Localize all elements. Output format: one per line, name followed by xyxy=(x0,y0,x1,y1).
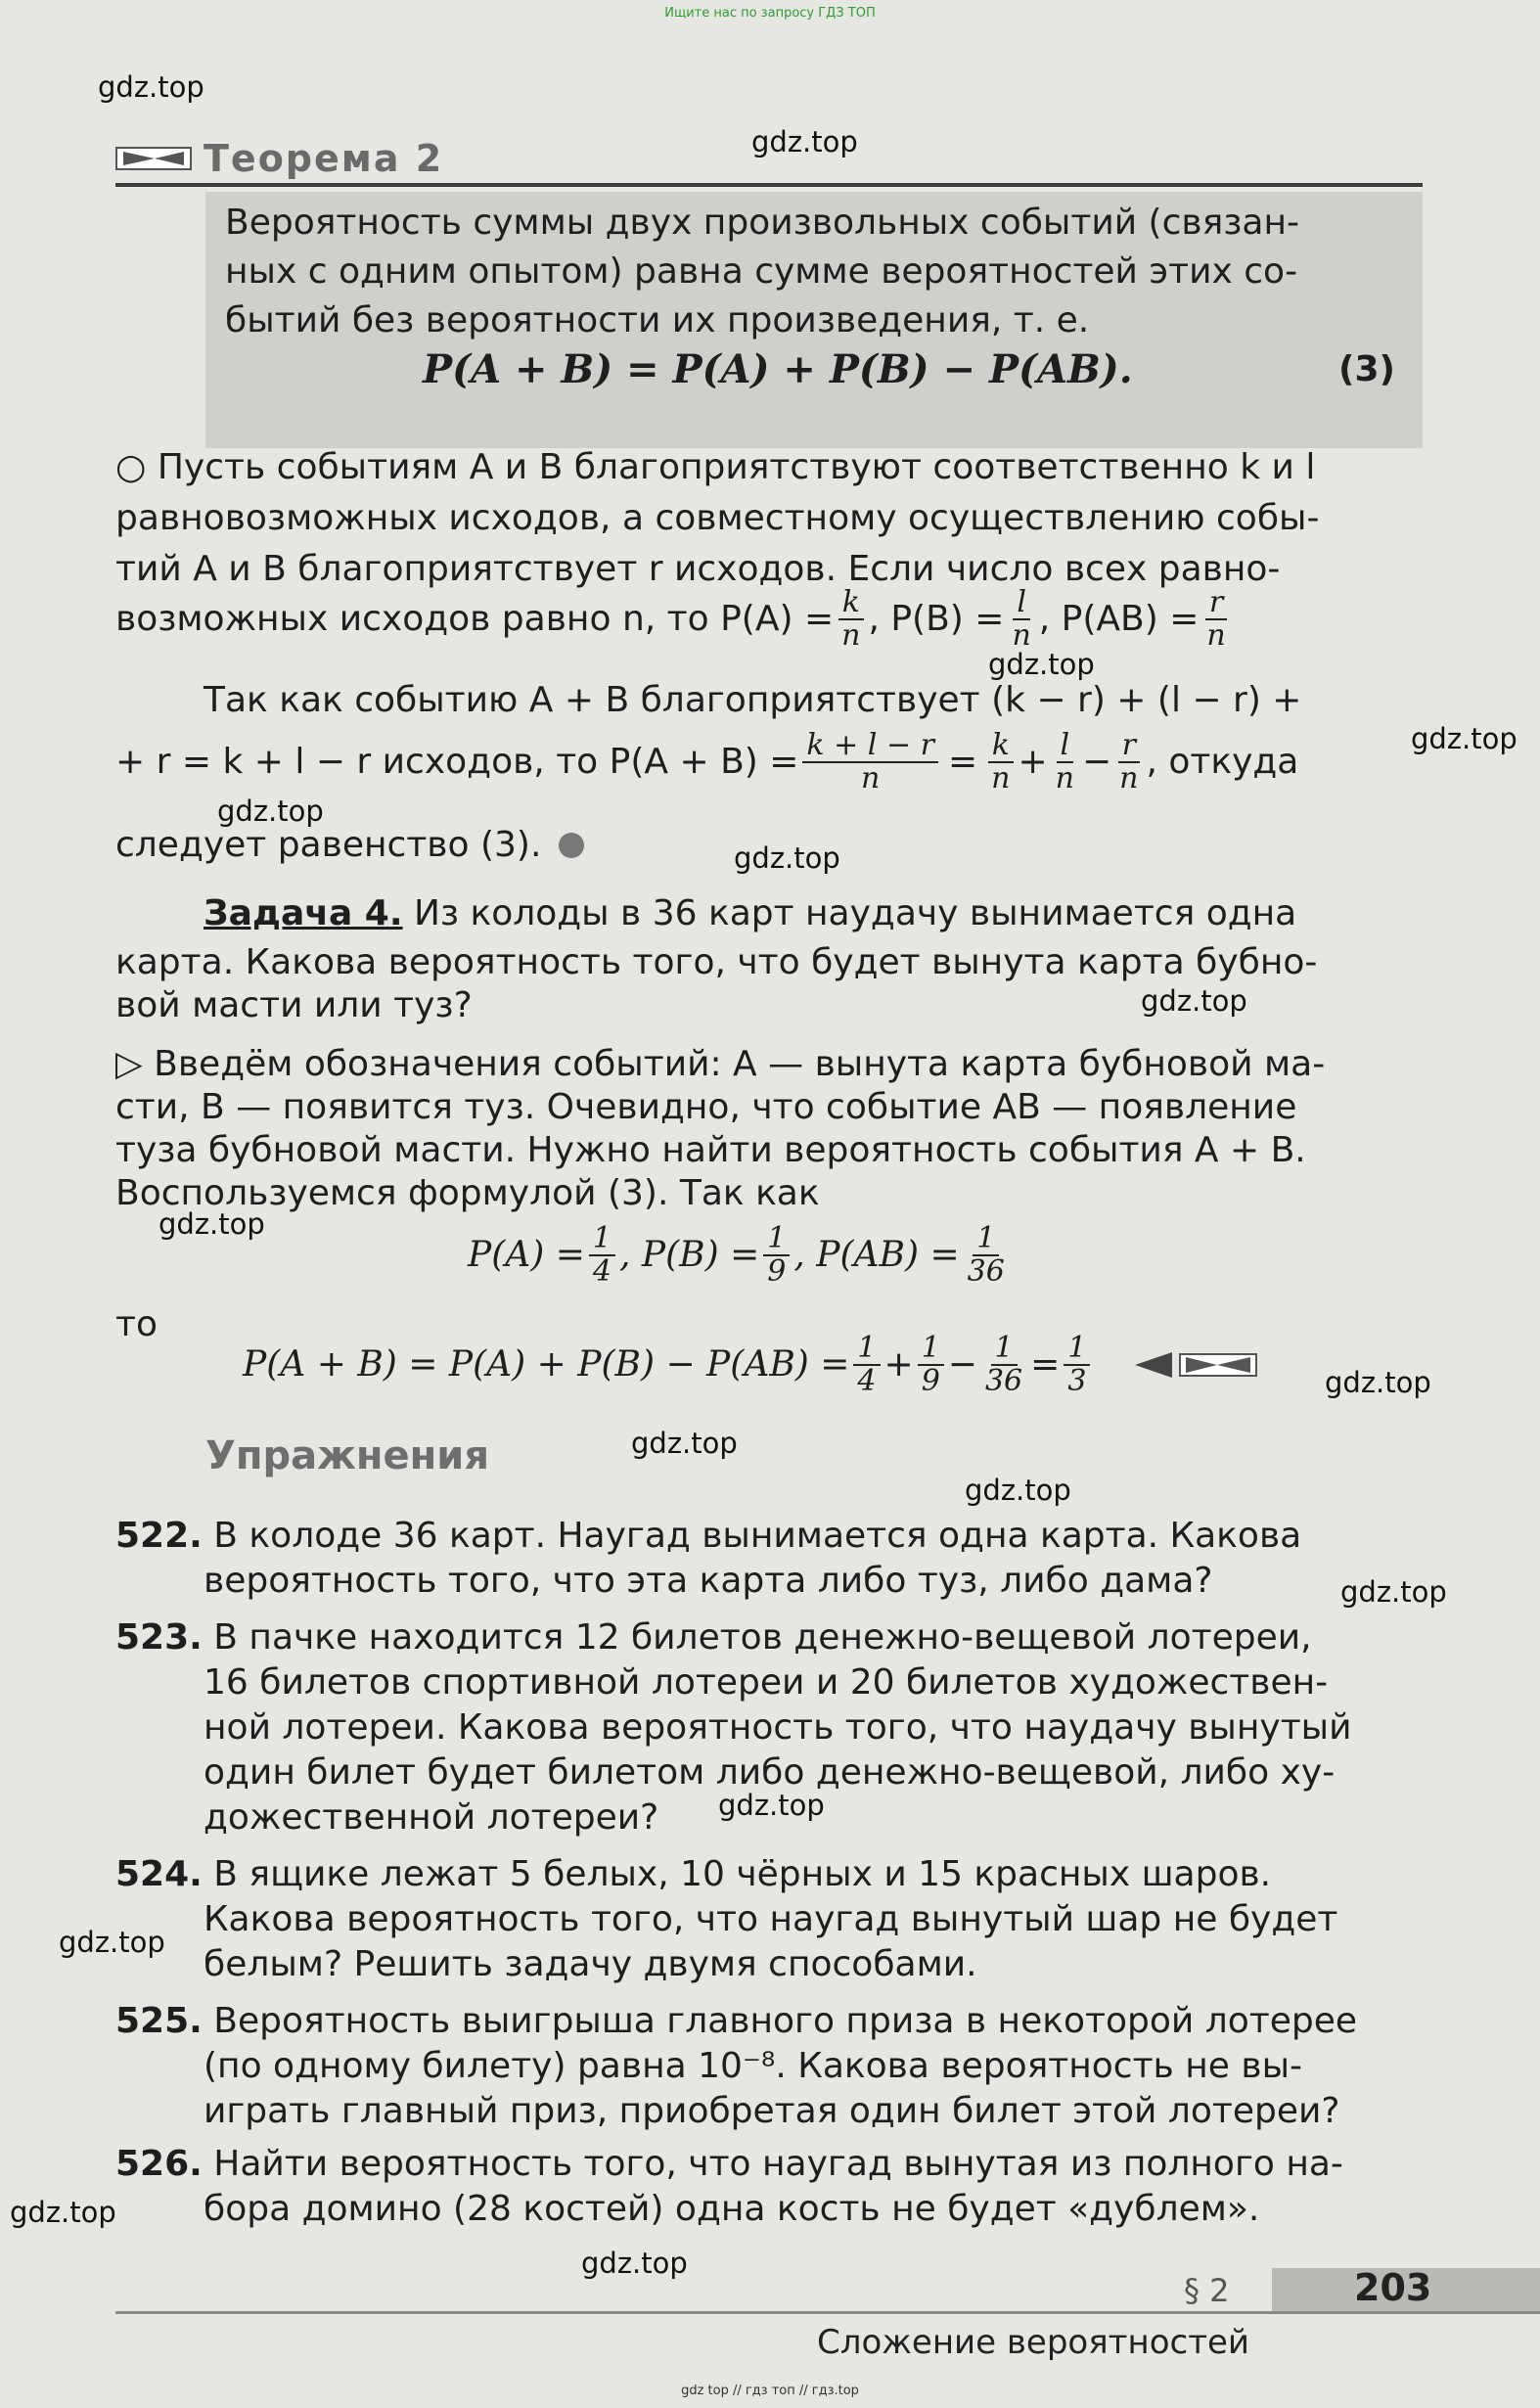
numerator: k xyxy=(988,730,1014,763)
numerator: 1 xyxy=(973,1223,999,1256)
exercise-number: 525. xyxy=(115,2001,203,2041)
proof-line-4-text: , P(B) = xyxy=(868,598,1005,639)
problem-4-line xyxy=(204,892,1296,934)
proof-line: равновозможных исходов, а совместному осуществлению собы- xyxy=(115,498,1320,538)
numerator: r xyxy=(1205,587,1227,620)
watermark: gdz.top xyxy=(965,1474,1071,1507)
numerator: r xyxy=(1118,730,1140,763)
section-marker: § 2 xyxy=(1184,2272,1230,2309)
denominator: n xyxy=(1012,617,1031,653)
exercise-text: (по одному билету) равна 10⁻⁸. Какова вероятность не вы- xyxy=(204,2046,1302,2086)
watermark: gdz.top xyxy=(988,648,1095,681)
denominator: 36 xyxy=(967,1253,1005,1289)
proof-line: Так как событию A + B благоприятствует (k − r) + (l − r) + xyxy=(204,680,1302,720)
denominator: 36 xyxy=(984,1363,1023,1398)
numerator: 1 xyxy=(763,1223,790,1256)
footer-rule xyxy=(115,2311,1540,2314)
exercise-text: В колоде 36 карт. Наугад вынимается одна карта. Какова xyxy=(213,1516,1302,1556)
numerator: 1 xyxy=(589,1223,615,1256)
denominator: n xyxy=(1206,617,1226,653)
fraction-sum xyxy=(802,730,938,794)
denominator: 4 xyxy=(857,1363,877,1398)
denominator: 9 xyxy=(767,1253,787,1289)
numerator: k xyxy=(838,587,864,620)
exercise-number: 526. xyxy=(115,2144,203,2184)
end-of-proof-icon xyxy=(559,833,584,858)
proof-line-6-text: + r = k + l − r исходов, то P(A + B) = xyxy=(115,741,799,782)
watermark: gdz.top xyxy=(1325,1366,1431,1399)
denominator: 4 xyxy=(592,1253,612,1289)
fraction-k-n xyxy=(838,587,864,651)
exercise-522 xyxy=(115,1515,1301,1557)
exercise-text: ной лотереи. Какова вероятность того, что наудачу вынутый xyxy=(204,1707,1352,1748)
exercises-heading: Упражнения xyxy=(205,1433,490,1478)
equation-text: P(A + B) = P(A) + P(B) − P(AB) = xyxy=(243,1343,850,1385)
numerator: 1 xyxy=(918,1333,944,1366)
equation-text: , P(AB) = xyxy=(793,1234,960,1275)
exercise-text: Найти вероятность того, что наугад вынутая из полного на- xyxy=(213,2144,1343,2184)
proof-line-7-text: следует равенство (3). xyxy=(115,825,542,865)
equation-text: , P(B) = xyxy=(619,1234,760,1275)
equation-text: P(A) = xyxy=(468,1234,585,1275)
fraction-r-n xyxy=(1115,730,1142,794)
exercise-text: Вероятность выигрыша главного приза в некоторой лотерее xyxy=(213,2001,1357,2041)
exercise-text: вероятность того, что эта карта либо туз, либо дама? xyxy=(204,1561,1213,1601)
theorem-text-line: бытий без вероятности их произведения, т. е. xyxy=(225,300,1090,341)
proof-line-6: + r = k + l − r исходов, то P(A + B) = $\frac{k + l - r}{n}$ = $\frac{k}{n}$ + $\frac{l}{n}$ − $\frac{r}{n}$ , откуда xyxy=(115,728,1299,795)
watermark: gdz.top xyxy=(1411,722,1517,755)
numerator: k + l − r xyxy=(802,730,938,763)
theorem-marker-icon xyxy=(115,144,192,173)
watermark: gdz.top xyxy=(59,1926,165,1959)
watermark: gdz.top xyxy=(1340,1575,1447,1609)
exercise-number: 523. xyxy=(115,1617,203,1658)
denominator: n xyxy=(841,617,861,653)
exercise-number: 522. xyxy=(115,1516,203,1556)
bottom-banner[interactable]: gdz top // гдз топ // гдз.top xyxy=(681,2384,859,2398)
watermark: gdz.top xyxy=(734,841,840,875)
fraction-r-n xyxy=(1202,587,1229,651)
theorem-text-line: Вероятность суммы двух произвольных событий (связан- xyxy=(225,203,1299,243)
proof-line-4 xyxy=(115,587,1234,651)
solution-line: сти, B — появится туз. Очевидно, что событие AB — появление xyxy=(115,1087,1297,1127)
exercise-523 xyxy=(115,1616,1312,1658)
solution-line: ▷ Введём обозначения событий: A — вынута карта бубновой ма- xyxy=(115,1044,1326,1084)
solution-to-word: то xyxy=(115,1304,158,1344)
exercise-text: В пачке находится 12 билетов денежно-вещевой лотереи, xyxy=(213,1617,1312,1658)
watermark: gdz.top xyxy=(159,1207,265,1241)
exercise-text: белым? Решить задачу двумя способами. xyxy=(204,1944,977,1984)
watermark: gdz.top xyxy=(631,1427,738,1460)
watermark: gdz.top xyxy=(751,125,858,159)
numerator: l xyxy=(1013,587,1030,620)
solution-line: туза бубновой масти. Нужно найти вероятность события A + B. xyxy=(115,1130,1306,1170)
numerator: 1 xyxy=(853,1333,880,1366)
fraction-1-3 xyxy=(1064,1333,1090,1396)
problem-4-line: вой масти или туз? xyxy=(115,985,473,1025)
denominator: n xyxy=(1119,760,1139,795)
top-banner[interactable]: Ищите нас по запросу ГДЗ ТОП xyxy=(664,6,876,21)
fraction-1-4 xyxy=(589,1223,615,1287)
page-number: 203 xyxy=(1354,2266,1432,2309)
exercise-text: один билет будет билетом либо денежно-вещевой, либо ху- xyxy=(204,1752,1336,1793)
exercise-text: Какова вероятность того, что наугад вынутый шар не будет xyxy=(204,1899,1338,1939)
exercise-text: играть главный приз, приобретая один билет этой лотереи? xyxy=(204,2091,1340,2131)
proof-line: тий A и B благоприятствует r исходов. Если число всех равно- xyxy=(115,549,1281,589)
watermark: gdz.top xyxy=(10,2196,116,2229)
watermark: gdz.top xyxy=(1141,984,1247,1018)
theorem-text-line: ных с одним опытом) равна сумме вероятностей этих со- xyxy=(225,251,1298,292)
proof-line-4-text: возможных исходов равно n, то P(A) = xyxy=(115,598,835,639)
proof-line: ○ Пусть событиям A и B благоприятствуют соответственно k и l xyxy=(115,447,1316,487)
fraction-l-n xyxy=(1008,587,1034,651)
fraction-1-4 xyxy=(853,1333,880,1396)
solution-equation-1 xyxy=(468,1223,1013,1287)
exercise-text: бора домино (28 костей) одна кость не будет «дублем». xyxy=(204,2189,1260,2229)
proof-line-4-text: , P(AB) = xyxy=(1038,598,1200,639)
theorem-title: Теорема 2 xyxy=(204,137,444,180)
numerator: l xyxy=(1057,730,1074,763)
formula-number: (3) xyxy=(1338,349,1395,389)
denominator: n xyxy=(991,760,1011,795)
denominator: 3 xyxy=(1067,1363,1087,1398)
proof-line-6-text: , откуда xyxy=(1146,741,1299,782)
running-title: Сложение вероятностей xyxy=(817,2323,1250,2362)
exercise-text: В ящике лежат 5 белых, 10 чёрных и 15 красных шаров. xyxy=(213,1854,1272,1894)
solution-equation-2: P(A + B) = P(A) + P(B) − P(AB) = $\frac{1}{4}$ + $\frac{1}{9}$ − $\frac{1}{36}$ = $\frac{1}{3}$ xyxy=(243,1333,1260,1396)
exercise-526 xyxy=(115,2143,1343,2185)
numerator: 1 xyxy=(1064,1333,1090,1366)
theorem-rule xyxy=(115,183,1423,187)
watermark: gdz.top xyxy=(581,2247,688,2280)
fraction-l-n xyxy=(1052,730,1078,794)
fraction-1-9 xyxy=(763,1223,790,1287)
denominator: n xyxy=(861,760,881,795)
proof-line-7 xyxy=(115,824,584,866)
denominator: 9 xyxy=(921,1363,940,1398)
numerator: 1 xyxy=(991,1333,1018,1366)
exercise-text: 16 билетов спортивной лотереи и 20 билетов художествен- xyxy=(204,1662,1329,1703)
fraction-1-9 xyxy=(918,1333,944,1396)
exercise-text: дожественной лотереи? xyxy=(204,1797,659,1838)
fraction-1-36 xyxy=(981,1333,1026,1396)
problem-4-label: Задача 4. xyxy=(204,893,403,933)
exercise-524 xyxy=(115,1853,1271,1895)
watermark: gdz.top xyxy=(98,70,204,104)
denominator: n xyxy=(1055,760,1074,795)
watermark: gdz.top xyxy=(217,795,324,828)
fraction-k-n xyxy=(987,730,1014,794)
solution-line: Воспользуемся формулой (3). Так как xyxy=(115,1173,820,1213)
exercise-525 xyxy=(115,2000,1357,2042)
fraction-1-36 xyxy=(964,1223,1009,1287)
end-of-solution-icon xyxy=(1133,1348,1260,1382)
theorem-formula: P(A + B) = P(A) + P(B) − P(AB). xyxy=(423,346,1133,392)
watermark: gdz.top xyxy=(718,1789,825,1822)
exercise-number: 524. xyxy=(115,1854,203,1894)
problem-4-text: Из колоды в 36 карт наудачу вынимается одна xyxy=(402,893,1297,933)
problem-4-line: карта. Какова вероятность того, что будет вынута карта бубно- xyxy=(115,942,1318,982)
theorem-heading xyxy=(115,137,443,180)
